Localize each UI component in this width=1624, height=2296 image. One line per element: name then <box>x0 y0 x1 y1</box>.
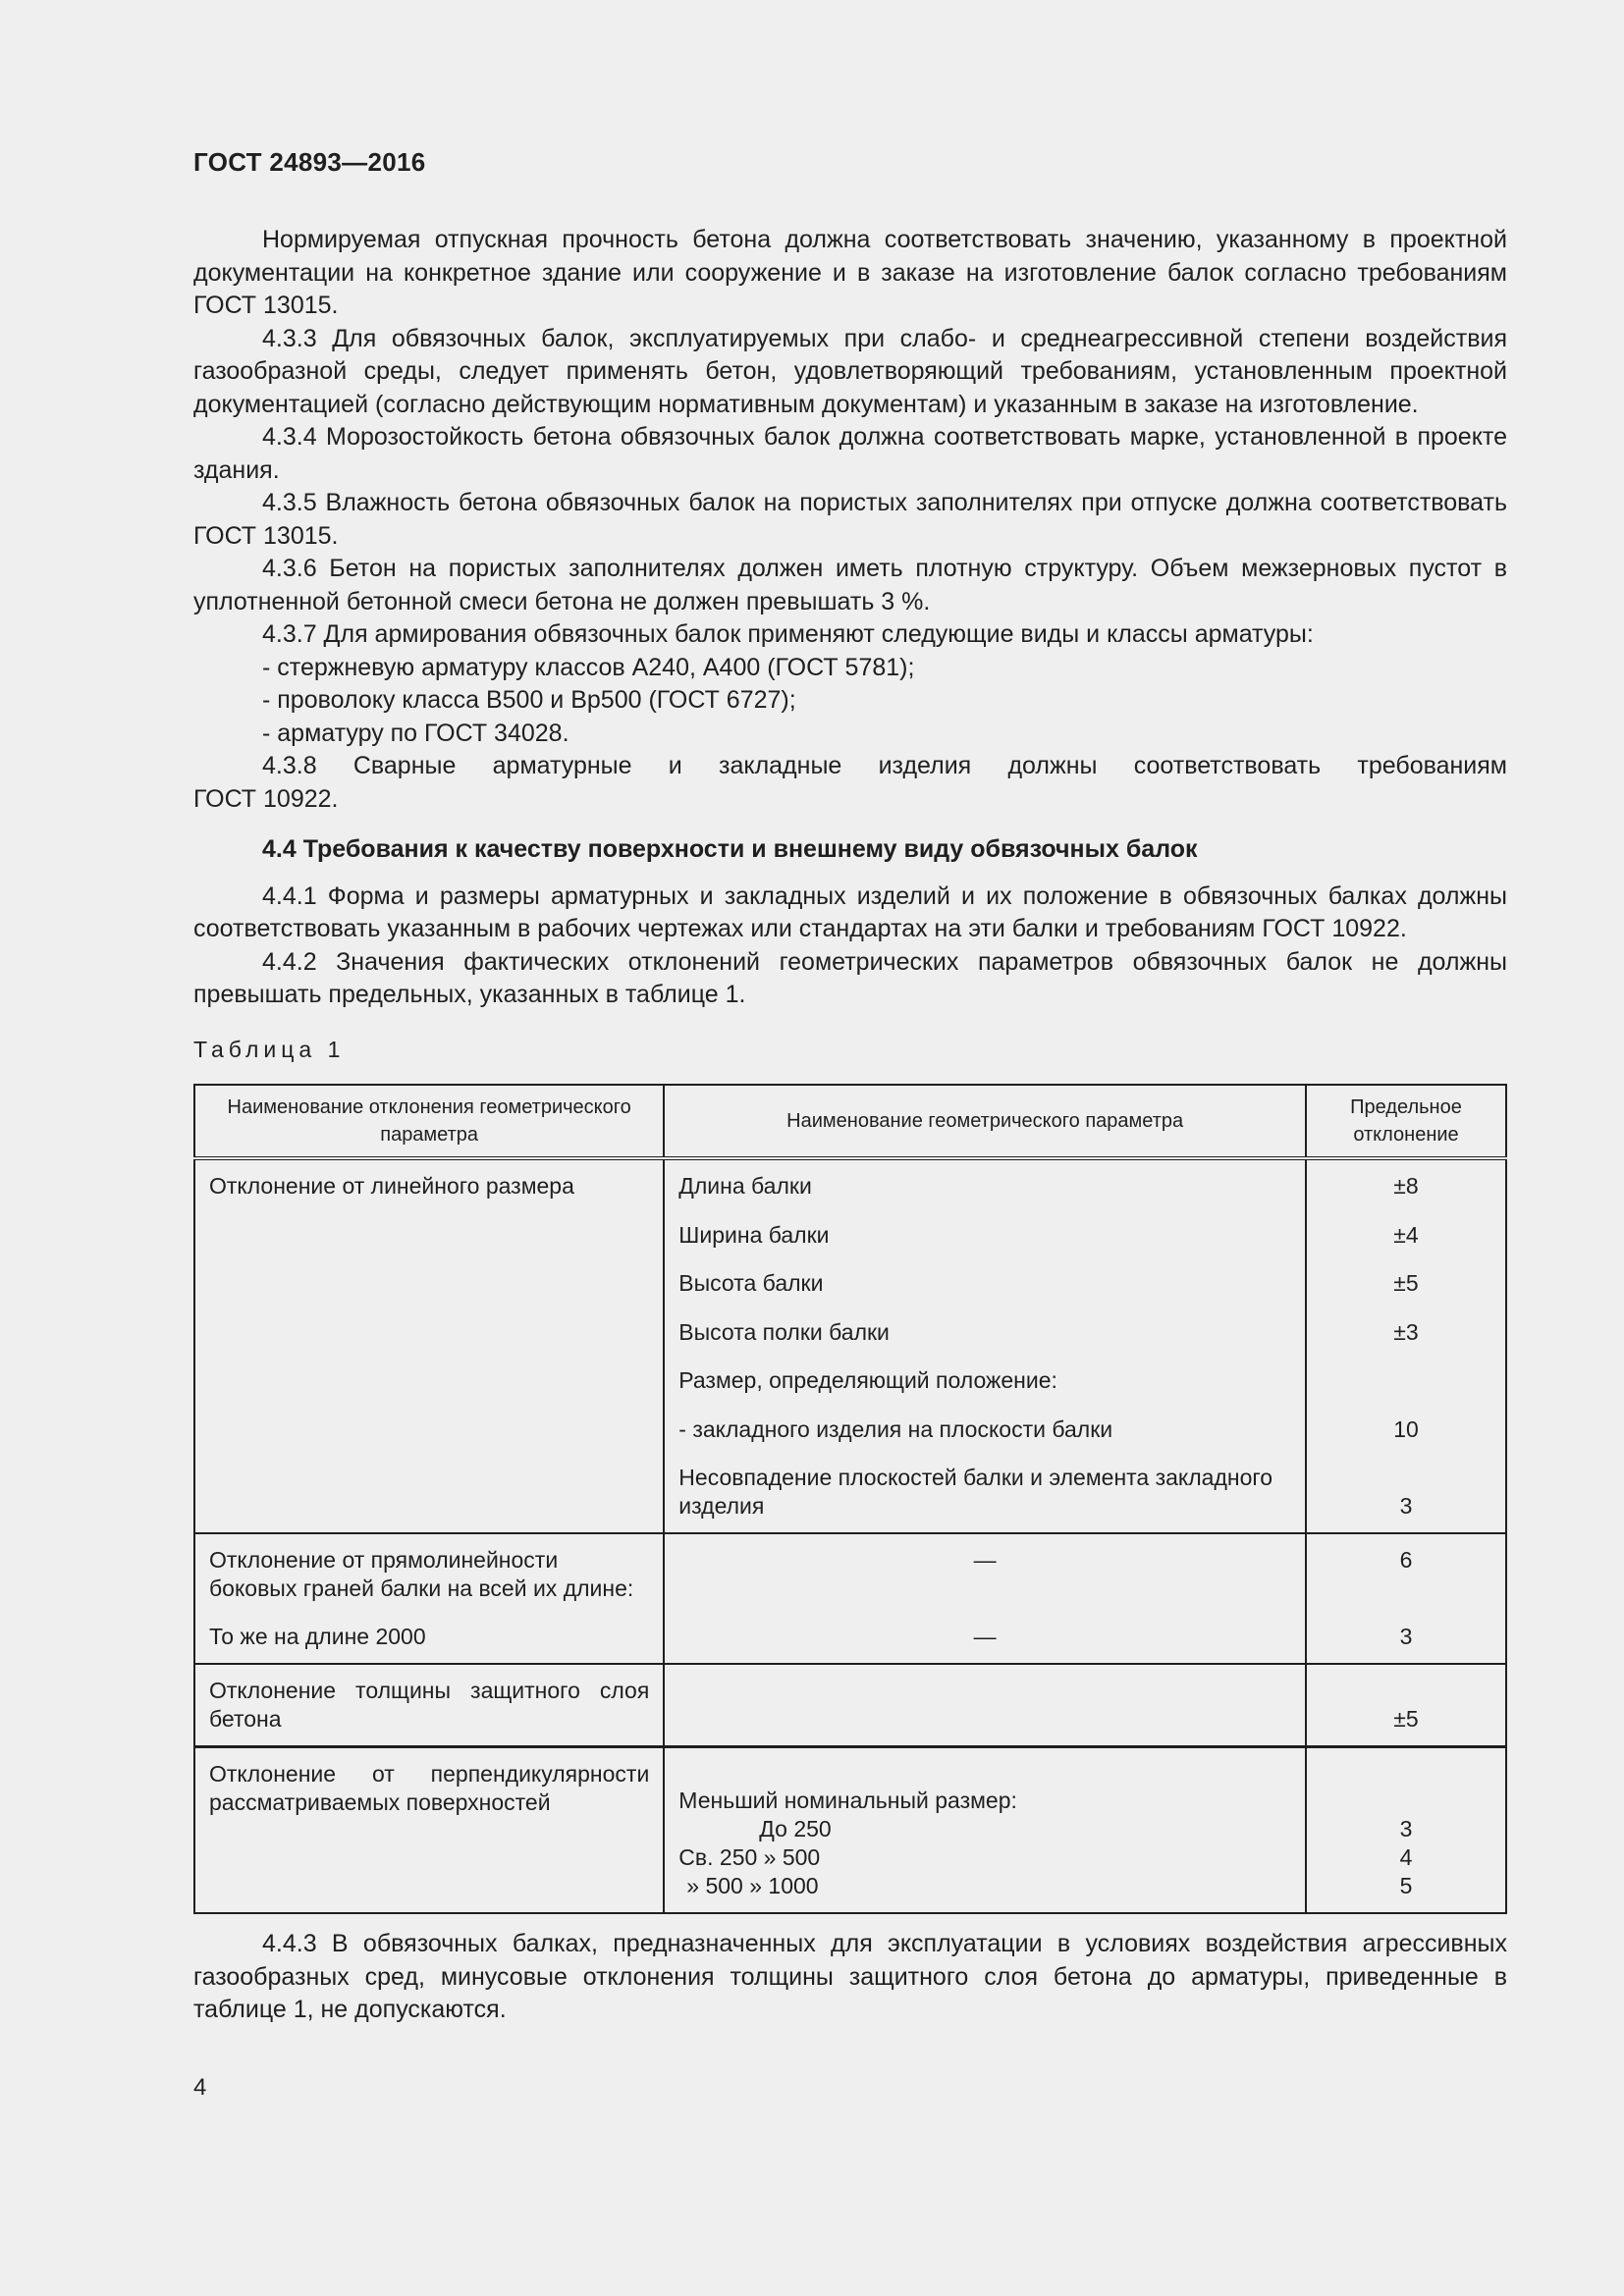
param-title: Меньший номинальный размер: <box>678 1788 1017 1813</box>
deviation-name: Отклонение от перпендикулярности рассматриваемых поверхностей <box>209 1761 650 1815</box>
deviation-table <box>193 1084 1507 1914</box>
column-header: Наименование отклонения геометрического параметра <box>194 1085 664 1158</box>
paragraph-4-4-2: 4.4.2 Значения фактических отклонений геометрических параметров обвязочных балок не должны превышать предельных, указанных в таблице 1. <box>193 947 1507 1008</box>
deviation-name: Отклонение от линейного размера <box>209 1173 574 1199</box>
column-header: Наименование геометрического параметра <box>664 1085 1306 1158</box>
value-cell: ±3 <box>1393 1318 1419 1345</box>
param-cell: Высота полки балки <box>678 1318 890 1345</box>
value-cell: ±8 <box>1393 1173 1419 1199</box>
table-header-row <box>194 1085 1506 1158</box>
paragraph-4-3-8-line1: 4.3.8 Сварные арматурные и закладные изделия должны соответствовать требованиям <box>262 752 1507 779</box>
table-row <box>194 1747 1506 1914</box>
table-row <box>194 1533 1506 1664</box>
paragraph: Нормируемая отпускная прочность бетона должна соответствовать значению, указанному в проектной документации на конкретное здание или сооружение и в заказе на изготовление балок согласно требованиям ГОСТ 13015. <box>193 226 1507 319</box>
value-cell: ±4 <box>1393 1221 1419 1248</box>
value-cell: 10 <box>1393 1415 1419 1442</box>
param-cell: — <box>973 1547 997 1573</box>
paragraph-4-3-3: 4.3.3 Для обвязочных балок, эксплуатируемых при слабо- и среднеагрессивной степени воздействия газообразной среды, следует применять бетон, удовлетворяющий требованиям, установленным проектной документацией (согласно действующим нормативным документам) и указанным в заказе на изготовление. <box>193 324 1507 418</box>
paragraph-4-4-3: 4.4.3 В обвязочных балках, предназначенных для эксплуатации в условиях воздействия агрессивных газообразных сред, минусовые отклонения толщины защитного слоя бетона до арматуры, приведенные в таблице 1, не допускаются. <box>193 1930 1507 2023</box>
table-caption: Таблица 1 <box>193 1036 346 1062</box>
value-cell: ±5 <box>1393 1706 1419 1732</box>
paragraph-4-3-6: 4.3.6 Бетон на пористых заполнителях должен иметь плотную структуру. Объем межзерновых пустот в уплотненной бетонной смеси бетона не должен превышать 3 %. <box>193 555 1507 615</box>
column-header: Предельное отклонение <box>1306 1085 1506 1158</box>
deviation-name: То же на длине 2000 <box>209 1624 426 1649</box>
param-cell: Размер, определяющий положение: <box>678 1367 1057 1393</box>
param-cell <box>665 1665 1305 1688</box>
value-cell: 6 <box>1399 1547 1413 1573</box>
param-cell: До 250 <box>759 1816 832 1842</box>
document-body <box>193 224 1507 2027</box>
document-header: ГОСТ 24893—2016 <box>193 147 426 177</box>
value-list <box>1307 1160 1505 1532</box>
list-item: - стержневую арматуру классов А240, А400 (ГОСТ 5781); <box>262 653 915 681</box>
value-cell: 5 <box>1399 1873 1413 1898</box>
param-cell: - закладного изделия на плоскости балки <box>678 1415 1113 1442</box>
value-cell: 3 <box>1399 1493 1413 1519</box>
value-cell: ±5 <box>1393 1270 1419 1296</box>
list-item: - проволоку класса В500 и Вр500 (ГОСТ 6727); <box>262 686 796 714</box>
value-cell <box>1321 1366 1491 1415</box>
deviation-name: Отклонение толщины защитного слоя бетона <box>209 1678 650 1732</box>
value-cell: 3 <box>1399 1624 1413 1649</box>
paragraph-4-3-4: 4.3.4 Морозостойкость бетона обвязочных балок должна соответствовать марке, установленной в проекте здания. <box>193 423 1507 484</box>
table-row <box>194 1158 1506 1533</box>
paragraph-4-3-7: 4.3.7 Для армирования обвязочных балок применяют следующие виды и классы арматуры: <box>262 620 1314 648</box>
paragraph-4-3-5: 4.3.5 Влажность бетона обвязочных балок на пористых заполнителях при отпуске должна соответствовать ГОСТ 13015. <box>193 489 1507 550</box>
paragraph-4-4-1: 4.4.1 Форма и размеры арматурных и закладных изделий и их положение в обвязочных балках должны соответствовать указанным в рабочих чертежах или стандартах на эти балки и требованиям ГОСТ 10922. <box>193 881 1507 942</box>
list-item: - арматуру по ГОСТ 34028. <box>262 719 569 747</box>
param-list <box>665 1160 1305 1532</box>
paragraph-4-3-8-line2: ГОСТ 10922. <box>193 784 339 813</box>
table-row <box>194 1664 1506 1747</box>
param-cell: Длина балки <box>678 1173 812 1199</box>
value-cell: 4 <box>1399 1844 1413 1870</box>
page-number: 4 <box>193 2074 207 2101</box>
param-cell: — <box>973 1624 997 1649</box>
param-cell: » 500 » 1000 <box>686 1873 819 1898</box>
param-cell: Несовпадение плоскостей балки и элемента закладного изделия <box>678 1465 1273 1519</box>
deviation-name: Отклонение от прямолинейности боковых граней балки на всей их длине: <box>209 1547 634 1601</box>
value-cell: 3 <box>1399 1816 1413 1842</box>
section-heading-4-4: 4.4 Требования к качеству поверхности и внешнему виду обвязочных балок <box>262 835 1198 863</box>
param-cell: Ширина балки <box>678 1221 830 1248</box>
param-cell: Св. 250 » 500 <box>678 1844 821 1870</box>
param-cell: Высота балки <box>678 1270 824 1296</box>
